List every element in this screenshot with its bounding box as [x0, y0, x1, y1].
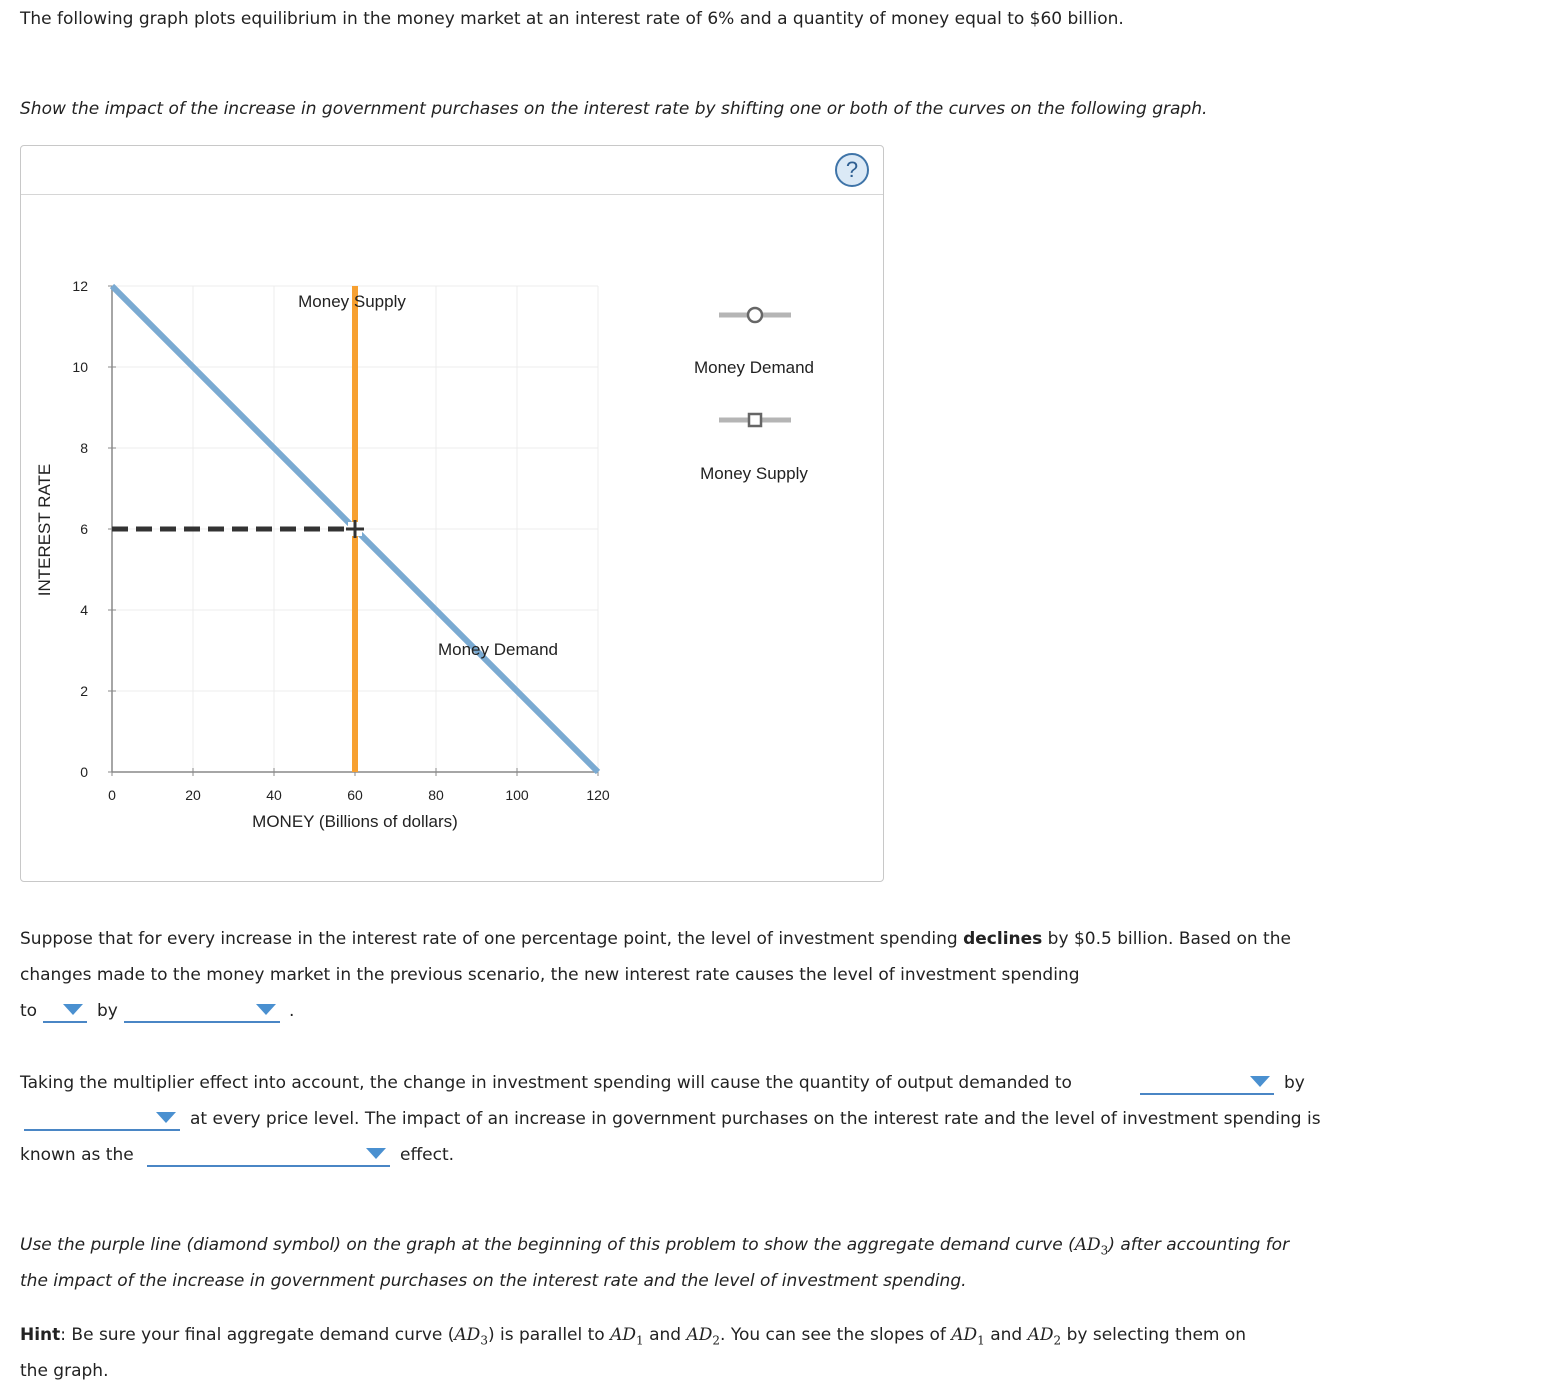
- y-axis-label: INTEREST RATE: [35, 463, 54, 597]
- intro-text: The following graph plots equilibrium in the money market at an interest rate of 6% and a quantity of money equal to $60 billion.: [20, 9, 1124, 29]
- q2-by-label: by: [1284, 1073, 1305, 1093]
- legend-money-supply-label: Money Supply: [700, 464, 808, 483]
- y-tick-label: 10: [72, 359, 88, 375]
- q2-line2: at every price level. The impact of an increase in government purchases on the interest rate and the level of investment spending is: [190, 1109, 1321, 1129]
- x-tick-label: 80: [428, 787, 444, 803]
- money-supply-legend-icon: [664, 401, 844, 431]
- note-line1: Use the purple line (diamond symbol) on the graph at the beginning of this problem to show the aggregate demand curve $(AD_3)$ after accounting for: [20, 1235, 1290, 1258]
- x-axis-label: MONEY (Billions of dollars): [252, 812, 458, 831]
- y-tick-label: 0: [80, 764, 88, 780]
- q2-line1: Taking the multiplier effect into account, the change in investment spending will cause the quantity of output demanded to: [20, 1073, 1072, 1093]
- chevron-down-icon: [256, 1004, 276, 1015]
- graph-panel: [20, 145, 884, 882]
- chevron-down-icon: [366, 1148, 386, 1159]
- y-tick-label: 12: [72, 278, 88, 294]
- x-tick-label: 0: [108, 787, 116, 803]
- q1-by-label: by: [97, 1001, 118, 1021]
- chevron-down-icon: [156, 1112, 176, 1123]
- hint-line1: Hint: Be sure your final aggregate demand curve $(AD_3)$ is parallel to $AD_1$ and $AD_2$. You can see the slopes of $AD_1$ and $AD_2$ by selecting them on: [20, 1325, 1247, 1348]
- q1-period: .: [289, 1001, 295, 1021]
- chevron-down-icon: [1250, 1076, 1270, 1087]
- x-tick-label: 20: [185, 787, 201, 803]
- legend-money-demand-label: Money Demand: [693, 358, 814, 377]
- y-tick-label: 4: [80, 602, 88, 618]
- x-tick-label: 120: [586, 787, 610, 803]
- chart-axes: [72, 278, 609, 803]
- q2-known-as-label: known as the: [20, 1145, 134, 1165]
- ad1-symbol: $AD_1$: [610, 1325, 644, 1348]
- x-tick-label: 40: [266, 787, 282, 803]
- money-supply-curve-label: Money Supply: [298, 292, 406, 311]
- y-tick-label: 6: [80, 521, 88, 537]
- hint-line2: the graph.: [20, 1361, 109, 1381]
- legend-money-demand[interactable]: [664, 296, 844, 386]
- chevron-down-icon: [63, 1004, 83, 1015]
- q2-effect-label: effect.: [400, 1145, 455, 1165]
- effect-name-dropdown[interactable]: [147, 1143, 390, 1167]
- ad1-symbol: $AD_1$: [951, 1325, 985, 1348]
- x-tick-label: 60: [347, 787, 363, 803]
- q1-to-label: to: [20, 1001, 38, 1021]
- ad3-symbol: $AD_3$: [454, 1325, 488, 1348]
- y-tick-label: 8: [80, 440, 88, 456]
- note-line2: the impact of the increase in government purchases on the interest rate and the level of investment spending.: [20, 1271, 967, 1291]
- investment-amount-dropdown[interactable]: [124, 999, 280, 1023]
- output-amount-dropdown[interactable]: [24, 1107, 180, 1131]
- ad2-symbol: $AD_2$: [1027, 1325, 1062, 1348]
- ad3-symbol: $AD_3$: [1074, 1235, 1109, 1258]
- output-direction-dropdown[interactable]: [1140, 1071, 1274, 1095]
- ad2-symbol: $AD_2$: [686, 1325, 721, 1348]
- instruction-text: Show the impact of the increase in government purchases on the interest rate by shifting one or both of the curves on the following graph.: [20, 99, 1208, 119]
- money-demand-legend-icon: [664, 296, 844, 326]
- y-tick-label: 2: [80, 683, 88, 699]
- x-tick-label: 100: [505, 787, 529, 803]
- q1-line1: Suppose that for every increase in the interest rate of one percentage point, the level of investment spending declines by $0.5 billion. Based on the: [20, 929, 1291, 949]
- legend-money-supply[interactable]: [664, 401, 844, 491]
- money-demand-curve-label: Money Demand: [437, 640, 559, 659]
- investment-direction-dropdown[interactable]: [43, 999, 87, 1023]
- money-market-chart[interactable]: [21, 146, 883, 881]
- help-icon[interactable]: ?: [835, 153, 869, 187]
- q1-line2: changes made to the money market in the previous scenario, the new interest rate causes the level of investment spending: [20, 965, 1080, 985]
